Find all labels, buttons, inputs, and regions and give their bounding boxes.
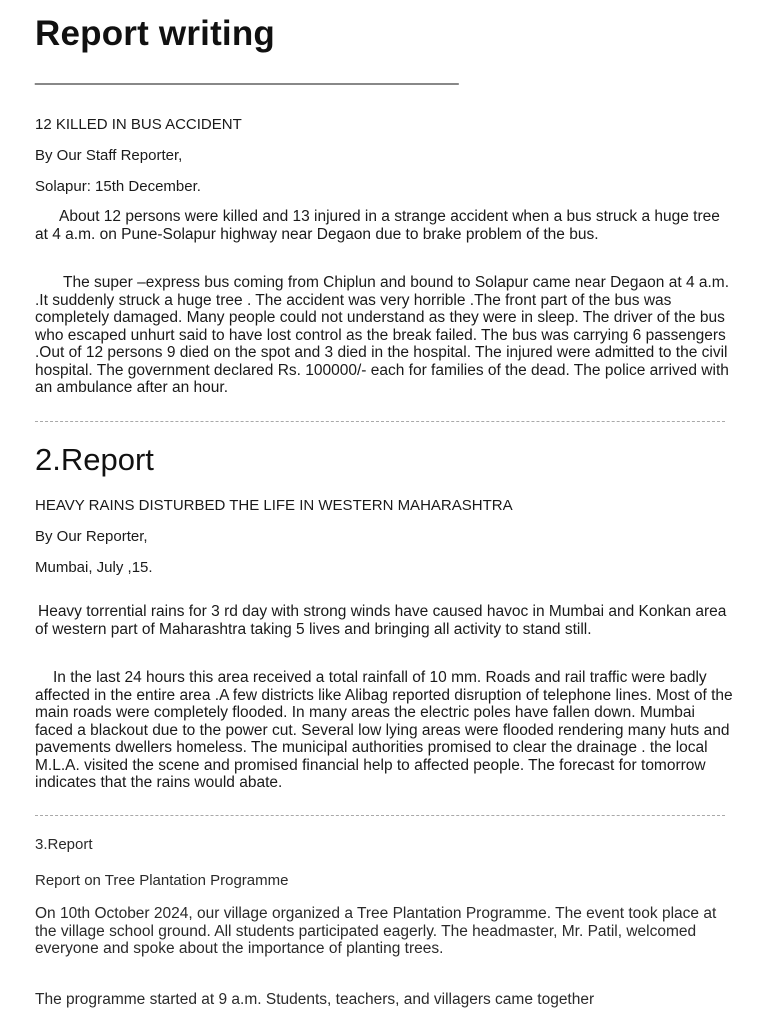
section-separator [35,421,725,422]
report1-paragraph-2: The super –express bus coming from Chiplun and bound to Solapur came near Degaon at 4 a.m. .It suddenly struck a huge tree . The accident was very horrible .The front part of the bus was completely damaged. Many people could not understand as they were in sleep. The driver of the bus who escaped unhurt said to have lost control as the break failed. The bus was carrying 6 passengers .Out of 12 persons 9 died on the spot and 3 died in the hospital. The injured were admitted to the civil hospital. The government declared Rs. 100000/- each for families of the dead. The police arrived with an ambulance after an hour. [35,274,730,396]
report1-paragraph-1: About 12 persons were killed and 13 injured in a strange accident when a bus struck a huge tree at 4 a.m. on Pune-Solapur highway near Degaon due to brake problem of the bus. [35,208,720,243]
report2-byline: By Our Reporter, [35,528,148,545]
report3-headline: Report on Tree Plantation Programme [35,872,289,889]
report3-heading: 3.Report [35,836,93,853]
report2-paragraph-1: Heavy torrential rains for 3 rd day with strong winds have caused havoc in Mumbai and Konkan area of western part of Maharashtra taking 5 lives and bringing all activity to stand still. [35,603,727,638]
report2-dateline: Mumbai, July ,15. [35,559,153,576]
report2-heading: 2.Report [35,442,154,477]
report1-dateline: Solapur: 15th December. [35,178,201,195]
title-underline: _____________________________ [35,56,458,87]
document-title: Report writing [35,14,276,53]
section-separator [35,815,725,816]
report2-headline: HEAVY RAINS DISTURBED THE LIFE IN WESTERN MAHARASHTRA [35,497,513,514]
report1-headline: 12 KILLED IN BUS ACCIDENT [35,116,242,133]
report3-paragraph-1: On 10th October 2024, our village organized a Tree Plantation Programme. The event took place at the village school ground. All students participated eagerly. The headmaster, Mr. Patil, welcomed everyone and spoke about the importance of planting trees. [35,905,717,957]
report2-paragraph-2: In the last 24 hours this area received a total rainfall of 10 mm. Roads and rail traffic were badly affected in the entire area .A few districts like Alibag reported disruption of telephone lines. Most of the main roads were completely flooded. In many areas the electric poles have fallen down. Mumbai faced a blackout due to the power cut. Several low lying areas were flooded rendering many huts and pavements dwellers homeless. The municipal authorities promised to clear the drainage . the local M.L.A. visited the scene and promised financial help to affected people. The forecast for tomorrow indicates that the rains would abate. [35,669,733,791]
report1-byline: By Our Staff Reporter, [35,147,183,164]
report3-paragraph-2: The programme started at 9 a.m. Students, teachers, and villagers came together [35,991,595,1008]
